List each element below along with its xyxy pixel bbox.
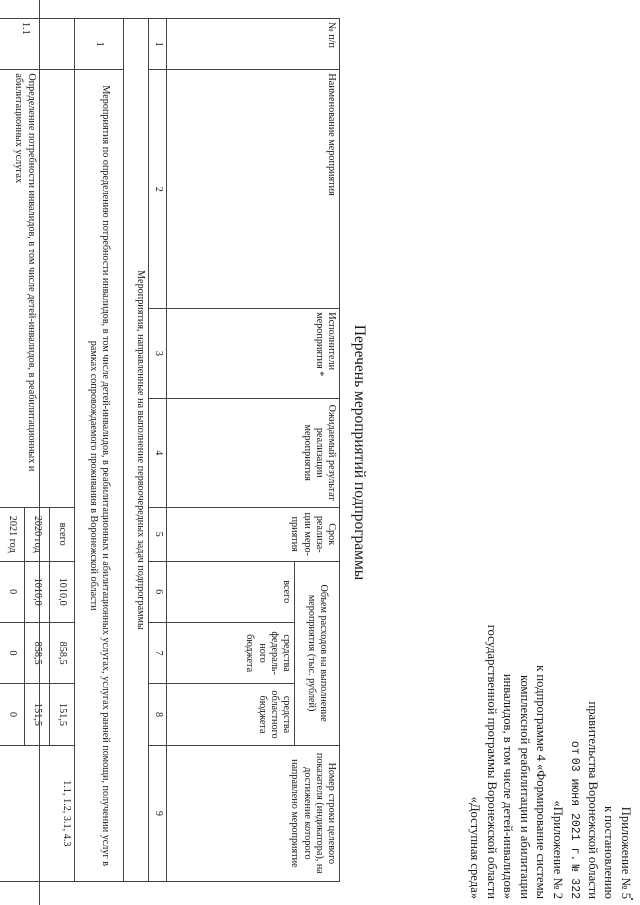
header-date-line (566, 559, 585, 899)
total-cell: 0 (0, 561, 25, 622)
row-name: Определение потребности инвалидов, в том числе детей-инвалидов, в реабилитационных и абилитационных услугах (0, 70, 75, 508)
column-number: 5 (149, 507, 167, 561)
total-cell: 1010,0 (50, 561, 75, 622)
column-number: 6 (149, 561, 167, 622)
row-number: 1.1 (0, 19, 75, 70)
table-row (50, 19, 75, 882)
column-number: 3 (149, 309, 167, 398)
header-cell-result: Ожидаемый результат реализации мероприятия (167, 398, 340, 507)
period-cell: всего (50, 507, 75, 561)
header-cell-regional: средства областного бюджета (167, 684, 295, 745)
column-number: 7 (149, 622, 167, 683)
header-line: Приложение № 5 (619, 806, 633, 899)
period-cell: 2020 год (25, 507, 50, 561)
column-number: 2 (149, 70, 167, 309)
header-cell-target-row: Номер строки целевого показателя (индикатора), на достижение которого направлено мероприятие (167, 745, 340, 881)
federal-cell: 858,5 (50, 622, 75, 683)
header-line: правительства Воронежской области (586, 701, 600, 899)
measures-table (0, 18, 340, 882)
federal-cell: 0 (0, 622, 25, 683)
header-line: к постановлению (602, 805, 617, 899)
header-cell-executors: Исполнители мероприятия * (167, 309, 340, 398)
header-line: инвалидов, в том числе детей-инвалидов» (501, 673, 516, 899)
header-line: к подпрограмме 4 «Формирование системы (534, 665, 549, 899)
appendix-header (467, 559, 634, 899)
header-cell-number: № п/п (167, 19, 340, 70)
header-cell-expenses-group: Объем расходов на выполнение мероприятия (тыс. рублей) (295, 561, 340, 745)
header-cell-period: Срок реализа-ции меро-приятия (167, 507, 340, 561)
regional-cell: 0 (0, 684, 25, 745)
header-date: 03 июня 2021 г. (568, 757, 582, 862)
header-line: «Приложение № 2 (551, 800, 565, 899)
regional-cell: 151,5 (50, 684, 75, 745)
column-numbers-row (149, 19, 167, 882)
group-text: Мероприятия по определению потребности инвалидов, в том числе детей-инвалидов, в реабилитационных и абилитационных услугах, услугах ранней помощи, получении услуг в рамках сопровождаемого проживания в Воронежской области (75, 70, 124, 882)
page-title: Перечень мероприятий подпрограммы (351, 324, 368, 581)
header-cell-name: Наименование мероприятия (167, 70, 340, 309)
header-doc-number: № 322 (568, 864, 582, 899)
header-cell-total: всего (167, 561, 295, 622)
group-row (75, 19, 124, 882)
column-number: 1 (149, 19, 167, 70)
table-header-row (295, 19, 340, 882)
period-cell: 2021 год (0, 507, 25, 561)
page-margin-line (39, 0, 40, 905)
header-line: государственной программы Воронежской области (485, 624, 499, 899)
column-number: 4 (149, 398, 167, 507)
total-cell: 1010,0 (25, 561, 50, 622)
group-number: 1 (75, 19, 124, 70)
header-line: «Доступная среда» (468, 796, 483, 899)
regional-cell: 151,5 (25, 684, 50, 745)
header-line: комплексной реабилитации и абилитации (518, 675, 532, 899)
column-number: 9 (149, 745, 167, 881)
federal-cell: 858,5 (25, 622, 50, 683)
target-rows-cell: 1.1, 1.2, 3.1, 4.3 (0, 745, 75, 881)
header-date-prefix: от (568, 740, 582, 755)
column-number: 8 (149, 684, 167, 745)
header-cell-federal: средства федераль-ного бюджета (167, 622, 295, 683)
section-row (124, 19, 149, 882)
section-title: Мероприятия, направленные на выполнение первоочередных задач подпрограммы (124, 19, 149, 882)
